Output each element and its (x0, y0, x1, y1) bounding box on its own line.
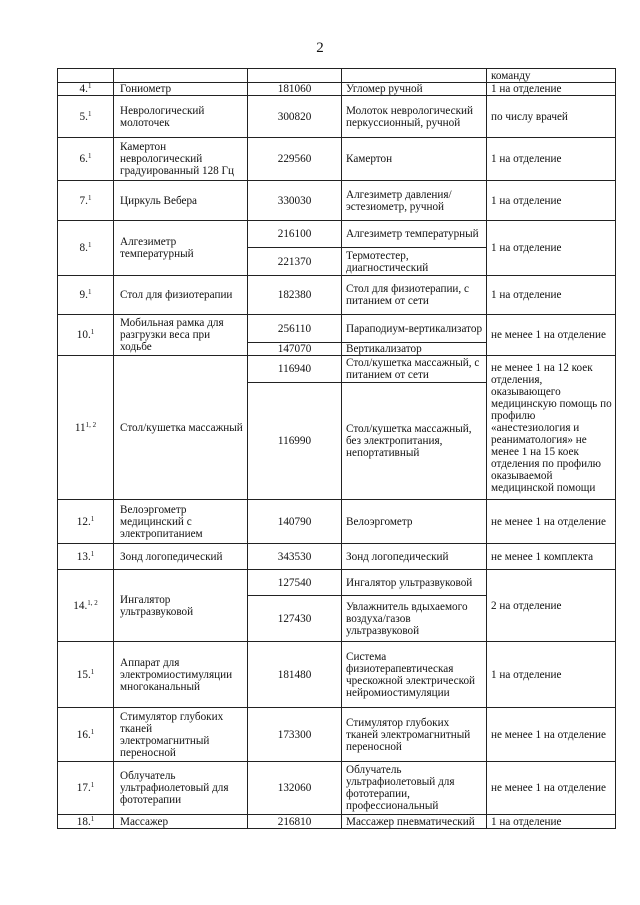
device-name: Велоэргометр медицинский с электропитанием (114, 500, 248, 544)
device-type: Камертон (342, 138, 487, 181)
table-row (58, 181, 616, 221)
device-code: 216100 (248, 221, 342, 248)
device-quantity: 1 на отделение (487, 181, 616, 221)
row-number: 17.$^1$ (58, 762, 114, 815)
row-number: 13.$^1$ (58, 544, 114, 570)
device-type: Алгезиметр температурный (342, 221, 487, 248)
row-number: 10.$^1$ (58, 315, 114, 356)
device-code: 221370 (248, 248, 342, 276)
device-name: Гониометр (114, 83, 248, 96)
device-quantity: 1 на отделение (487, 276, 616, 315)
device-quantity: 2 на отделение (487, 570, 616, 642)
table-row (58, 762, 616, 815)
row-number: 6.$^1$ (58, 138, 114, 181)
device-quantity: не менее 1 на отделение (487, 500, 616, 544)
row-number: 11$^{1, 2}$ (58, 356, 114, 500)
device-quantity: 1 на отделение (487, 83, 616, 96)
device-quantity: 1 на отделение (487, 642, 616, 708)
device-quantity: 1 на отделение (487, 138, 616, 181)
device-name: Мобильная рамка для разгрузки веса при ходьбе (114, 315, 248, 356)
device-quantity: команду (487, 69, 616, 83)
device-type: Термотестер, диагностический (342, 248, 487, 276)
device-code: 116940 (248, 356, 342, 383)
table-row (58, 276, 616, 315)
row-number: 16.$^1$ (58, 708, 114, 762)
device-name: Неврологический молоточек (114, 96, 248, 138)
table-row (58, 544, 616, 570)
table-row (58, 83, 616, 96)
table-row (58, 138, 616, 181)
device-name: Стол для физиотерапии (114, 276, 248, 315)
row-number: 8.$^1$ (58, 221, 114, 276)
table-row (58, 96, 616, 138)
device-code: 116990 (248, 383, 342, 500)
table-row (58, 315, 616, 343)
device-name: Циркуль Вебера (114, 181, 248, 221)
device-name: Стол/кушетка массажный (114, 356, 248, 500)
device-type: Алгезиметр давления/эстезиометр, ручной (342, 181, 487, 221)
table-row (58, 815, 616, 829)
equipment-table (57, 68, 616, 829)
device-name: Облучатель ультрафиолетовый для фототерапии (114, 762, 248, 815)
device-name: Стимулятор глубоких тканей электромагнитный переносной (114, 708, 248, 762)
device-type: Стол/кушетка массажный, с питанием от сети (342, 356, 487, 383)
device-name: Камертон неврологический градуированный 128 Гц (114, 138, 248, 181)
device-type (342, 69, 487, 83)
row-number: 7.$^1$ (58, 181, 114, 221)
row-number (58, 69, 114, 83)
device-code: 140790 (248, 500, 342, 544)
device-type: Вертикализатор (342, 343, 487, 356)
table-row (58, 221, 616, 248)
device-code: 343530 (248, 544, 342, 570)
device-type: Ингалятор ультразвуковой (342, 570, 487, 596)
device-quantity: 1 на отделение (487, 815, 616, 829)
device-quantity: не менее 1 комплекта (487, 544, 616, 570)
device-code: 127540 (248, 570, 342, 596)
device-name: Ингалятор ультразвуковой (114, 570, 248, 642)
device-type: Стол для физиотерапии, с питанием от сети (342, 276, 487, 315)
device-code: 173300 (248, 708, 342, 762)
row-number: 5.$^1$ (58, 96, 114, 138)
device-code: 147070 (248, 343, 342, 356)
device-code: 216810 (248, 815, 342, 829)
device-quantity: не менее 1 на 12 коек отделения, оказывающего медицинскую помощь по профилю «анестезиология и реаниматология» не менее 1 на 15 коек отделения по профилю оказываемой медицинской помощи (487, 356, 616, 500)
row-number: 14.$^{1, 2}$ (58, 570, 114, 642)
device-type: Массажер пневматический (342, 815, 487, 829)
device-type: Увлажнитель вдыхаемого воздуха/газов ультразвуковой (342, 596, 487, 642)
device-type: Система физиотерапевтическая чрескожной электрической нейромиостимуляции (342, 642, 487, 708)
device-type: Параподиум-вертикализатор (342, 315, 487, 343)
row-number: 15.$^1$ (58, 642, 114, 708)
device-quantity: по числу врачей (487, 96, 616, 138)
row-number: 9.$^1$ (58, 276, 114, 315)
device-code: 300820 (248, 96, 342, 138)
row-number: 12.$^1$ (58, 500, 114, 544)
device-type: Зонд логопедический (342, 544, 487, 570)
device-code (248, 69, 342, 83)
table-row (58, 570, 616, 596)
device-type: Угломер ручной (342, 83, 487, 96)
table-row (58, 69, 616, 83)
page-number: 2 (316, 40, 324, 56)
table-row (58, 708, 616, 762)
device-quantity: не менее 1 на отделение (487, 315, 616, 356)
device-code: 181480 (248, 642, 342, 708)
device-name: Аппарат для электромиостимуляции многоканальный (114, 642, 248, 708)
device-code: 127430 (248, 596, 342, 642)
device-code: 182380 (248, 276, 342, 315)
device-code: 229560 (248, 138, 342, 181)
device-quantity: не менее 1 на отделение (487, 762, 616, 815)
device-type: Облучатель ультрафиолетовый для фототерапии, профессиональный (342, 762, 487, 815)
table-row (58, 356, 616, 383)
device-name: Алгезиметр температурный (114, 221, 248, 276)
device-code: 181060 (248, 83, 342, 96)
device-name: Массажер (114, 815, 248, 829)
device-type: Велоэргометр (342, 500, 487, 544)
device-quantity: не менее 1 на отделение (487, 708, 616, 762)
device-name (114, 69, 248, 83)
device-quantity: 1 на отделение (487, 221, 616, 276)
device-code: 256110 (248, 315, 342, 343)
device-type: Стол/кушетка массажный, без электропитания, непортативный (342, 383, 487, 500)
row-number: 18.$^1$ (58, 815, 114, 829)
device-name: Зонд логопедический (114, 544, 248, 570)
device-type: Молоток неврологический перкуссионный, ручной (342, 96, 487, 138)
table-row (58, 500, 616, 544)
device-type: Стимулятор глубоких тканей электромагнитный переносной (342, 708, 487, 762)
table-row (58, 642, 616, 708)
device-code: 330030 (248, 181, 342, 221)
device-code: 132060 (248, 762, 342, 815)
row-number: 4.$^1$ (58, 83, 114, 96)
